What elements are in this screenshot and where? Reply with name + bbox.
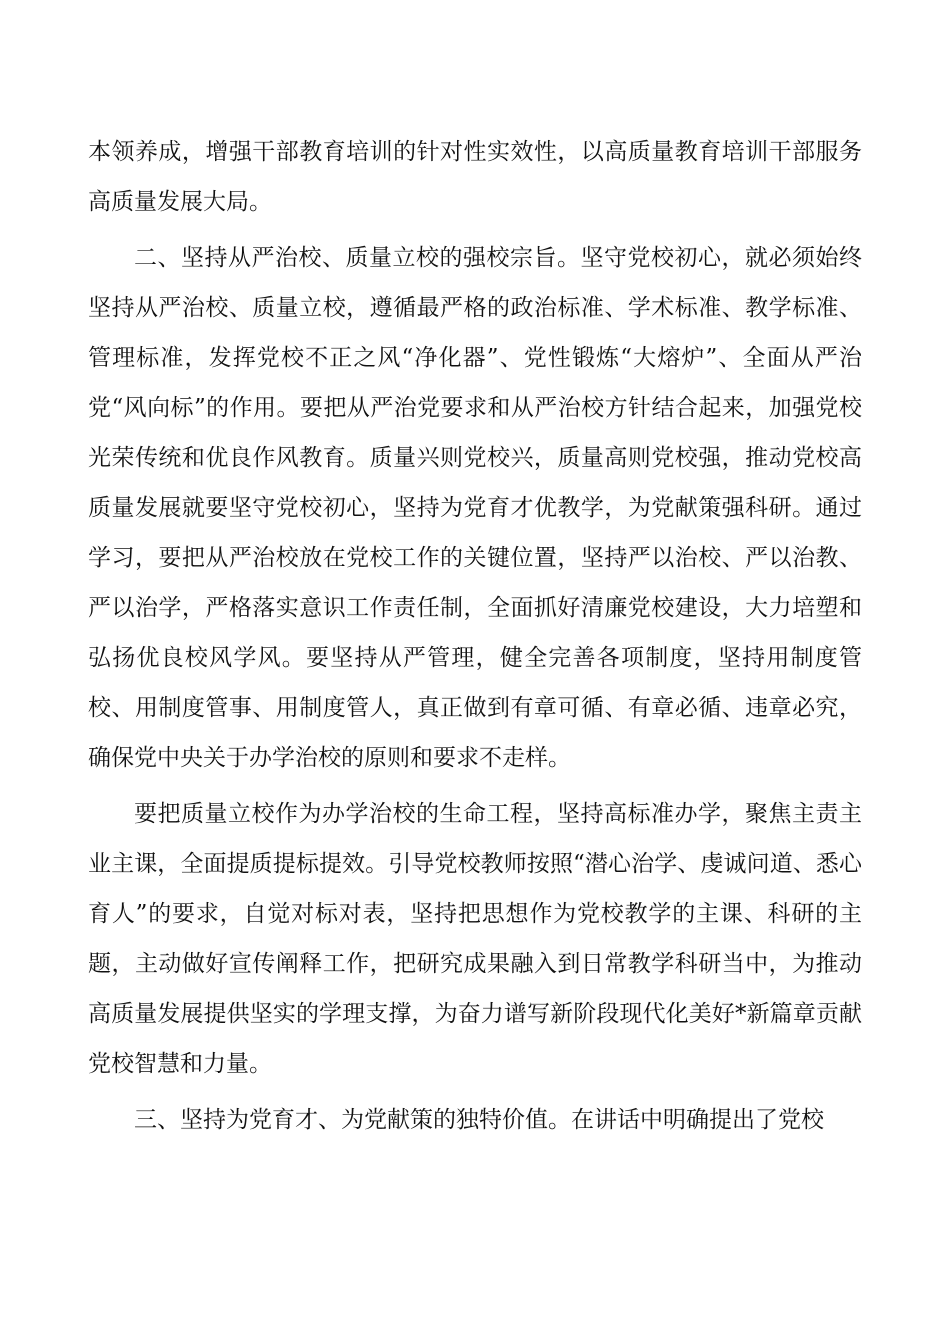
paragraph-continuation: 本领养成，增强干部教育培训的针对性实效性，以高质量教育培训干部服务高质量发展大局。 (88, 139, 862, 215)
paragraph-quality: 要把质量立校作为办学治校的生命工程，坚持高标准办学，聚焦主责主业主课，全面提质提标提效。引导党校教师按照“潜心治学、虔诚问道、悉心育人”的要求，自觉对标对表，坚持把思想作为党校教学的主课、科研的主题，主动做好宣传阐释工作，把研究成果融入到日常教学科研当中，为推动高质量发展提供坚实的学理支撑，为奋力谱写新阶段现代化美好*新篇章贡献党校智慧和力量。 (88, 801, 862, 1077)
paragraph-section-two: 二、坚持从严治校、质量立校的强校宗旨。坚守党校初心，就必须始终坚持从严治校、质量立校，遵循最严格的政治标准、学术标准、教学标准、管理标准，发挥党校不正之风“净化器”、党性锻炼“大熔炉”、全面从严治党“风向标”的作用。要把从严治党要求和从严治校方针结合起来，加强党校光荣传统和优良作风教育。质量兴则党校兴，质量高则党校强，推动党校高质量发展就要坚守党校初心，坚持为党育才优教学，为党献策强科研。通过学习，要把从严治校放在党校工作的关键位置，坚持严以治校、严以治教、严以治学，严格落实意识工作责任制，全面抓好清廉党校建设，大力培塑和弘扬优良校风学风。要坚持从严管理，健全完善各项制度，坚持用制度管校、用制度管事、用制度管人，真正做到有章可循、有章必循、违章必究，确保党中央关于办学治校的原则和要求不走样。 (88, 245, 862, 771)
document-body (88, 127, 862, 1151)
paragraph-section-three: 三、坚持为党育才、为党献策的独特价值。在讲话中明确提出了党校 (134, 1107, 824, 1133)
